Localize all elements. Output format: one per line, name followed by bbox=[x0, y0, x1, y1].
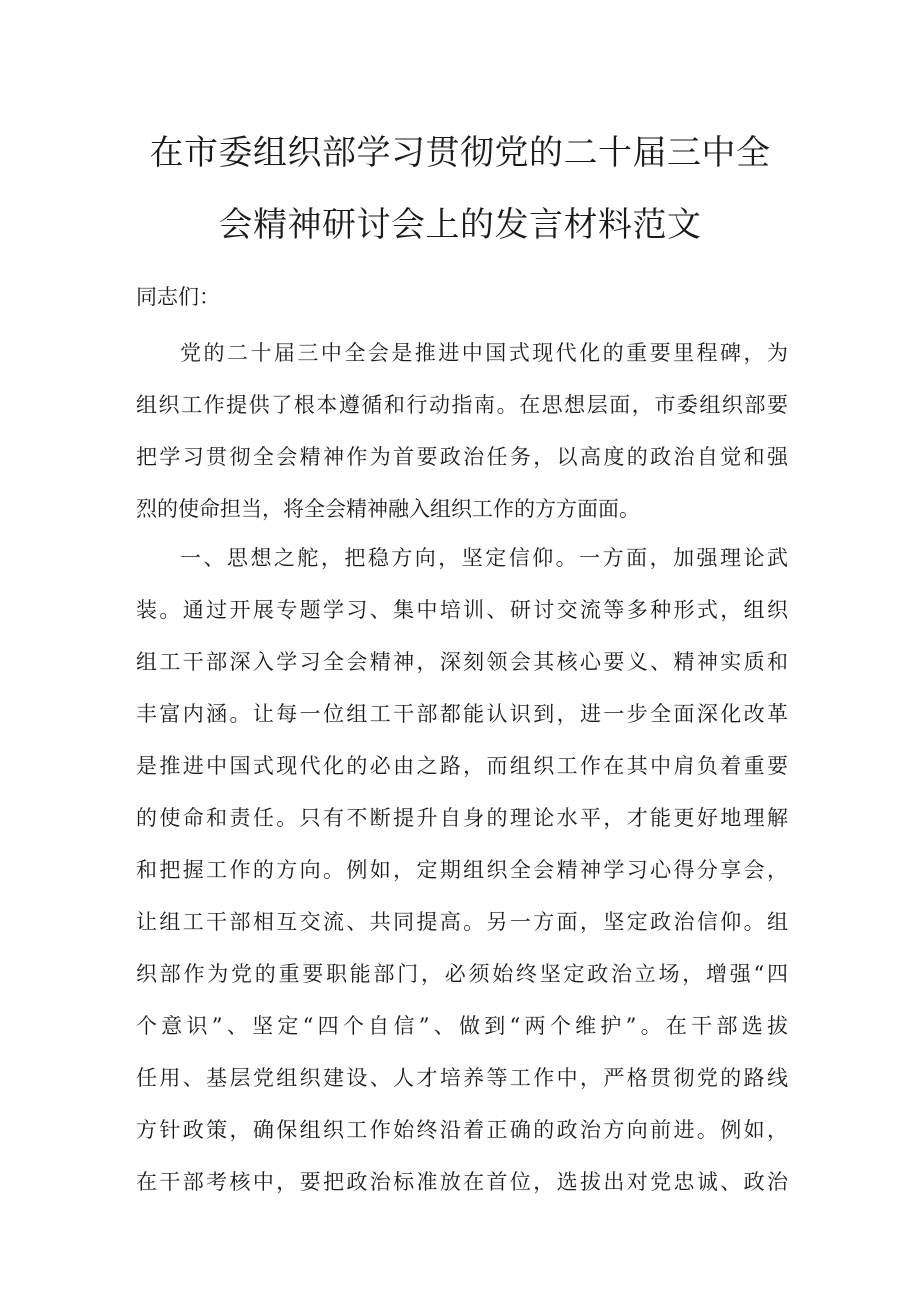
paragraph-line: 的使命和责任。只有不断提升自身的理论水平，才能更好地理解 bbox=[136, 806, 788, 830]
document-title-line-2: 会精神研讨会上的发言材料范文 bbox=[218, 205, 702, 245]
paragraph-line: 组工干部深入学习全会精神，深刻领会其核心要义、精神实质和 bbox=[136, 650, 788, 674]
paragraph-line: 和把握工作的方向。例如，定期组织全会精神学习心得分享会， bbox=[136, 858, 788, 882]
paragraph-line: 是推进中国式现代化的必由之路，而组织工作在其中肩负着重要 bbox=[136, 754, 788, 778]
paragraph-line: 党的二十届三中全会是推进中国式现代化的重要里程碑，为 bbox=[180, 341, 788, 365]
paragraph-line: 织部作为党的重要职能部门，必须始终坚定政治立场，增强“四 bbox=[136, 962, 788, 986]
paragraph-line: 个意识”、坚定“四个自信”、做到“两个维护”。在干部选拔 bbox=[136, 1014, 788, 1038]
paragraph-2 bbox=[136, 532, 788, 1208]
paragraph-line: 装。通过开展专题学习、集中培训、研讨交流等多种形式，组织 bbox=[136, 598, 788, 622]
salutation: 同志们： bbox=[136, 285, 220, 309]
document-title-line-1: 在市委组织部学习贯彻党的二十届三中全 bbox=[149, 133, 771, 173]
paragraph-line: 丰富内涵。让每一位组工干部都能认识到，进一步全面深化改革 bbox=[136, 702, 788, 726]
paragraph-line: 组织工作提供了根本遵循和行动指南。在思想层面，市委组织部要 bbox=[136, 393, 788, 417]
paragraph-line: 把学习贯彻全会精神作为首要政治任务，以高度的政治自觉和强 bbox=[136, 445, 788, 469]
paragraph-line: 方针政策，确保组织工作始终沿着正确的政治方向前进。例如， bbox=[136, 1118, 788, 1142]
paragraph-1 bbox=[136, 327, 788, 535]
paragraph-line: 烈的使命担当，将全会精神融入组织工作的方方面面。 bbox=[136, 497, 640, 521]
paragraph-line: 在干部考核中，要把政治标准放在首位，选拔出对党忠诚、政治 bbox=[136, 1170, 788, 1194]
paragraph-line: 一、思想之舵，把稳方向，坚定信仰。一方面，加强理论武 bbox=[180, 546, 788, 570]
paragraph-line: 任用、基层党组织建设、人才培养等工作中，严格贯彻党的路线 bbox=[136, 1066, 788, 1090]
paragraph-line: 让组工干部相互交流、共同提高。另一方面，坚定政治信仰。组 bbox=[136, 910, 788, 934]
